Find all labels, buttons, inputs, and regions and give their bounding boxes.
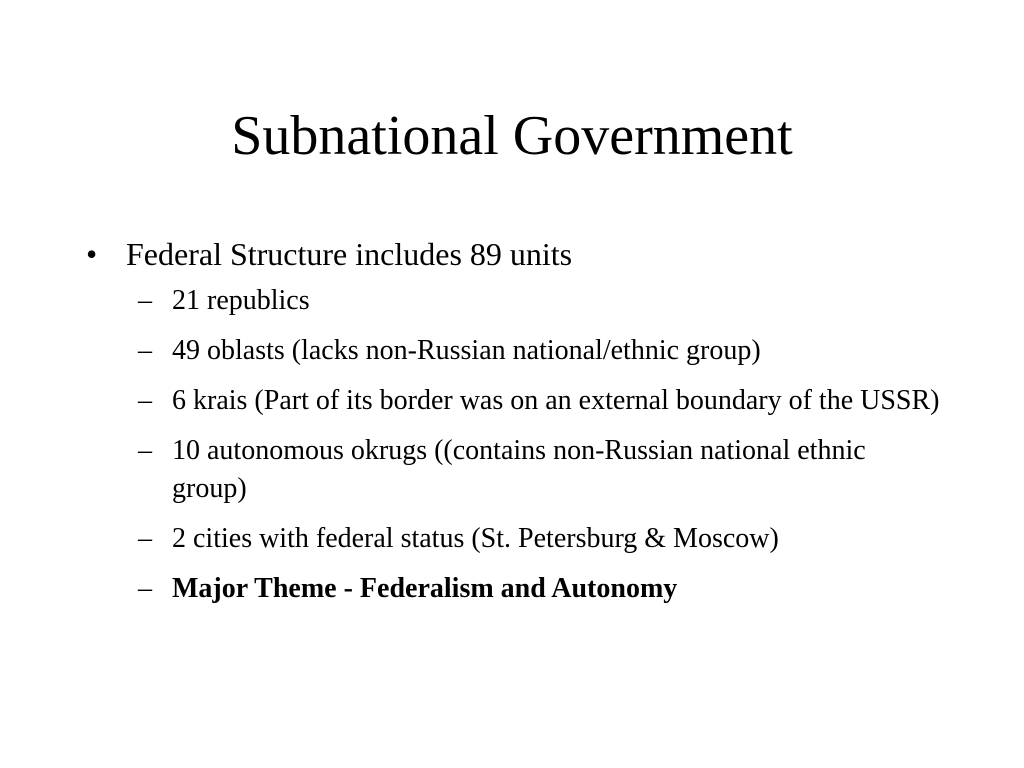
dash-marker: – (138, 435, 152, 466)
sub-item-major-theme (126, 570, 946, 608)
dash-marker: – (138, 523, 152, 554)
sub-item-okrugs (126, 432, 946, 508)
sub-item-text: 10 autonomous okrugs ((contains non-Russian national ethnic group) (172, 435, 866, 504)
bullet-list (86, 232, 946, 620)
slide-title: Subnational Government (231, 105, 793, 167)
dash-marker: – (138, 385, 152, 416)
dash-marker: – (138, 285, 152, 316)
sub-item-republics (126, 282, 946, 320)
sub-item-text: 49 oblasts (lacks non-Russian national/ethnic group) (172, 335, 761, 366)
bullet-item (86, 232, 946, 608)
sub-item-oblasts (126, 332, 946, 370)
sub-item-krais (126, 382, 946, 420)
bullet-marker: • (86, 236, 98, 272)
sub-item-text: 6 krais (Part of its border was on an external boundary of the USSR) (172, 385, 940, 416)
sub-item-text: 21 republics (172, 285, 310, 316)
sub-list (126, 282, 946, 608)
dash-marker: – (138, 573, 152, 604)
dash-marker: – (138, 335, 152, 366)
sub-item-text: 2 cities with federal status (St. Petersburg & Moscow) (172, 523, 779, 554)
major-theme-text: Major Theme - Federalism and Autonomy (172, 573, 678, 604)
bullet-text: Federal Structure includes 89 units (126, 236, 573, 272)
sub-item-federal-cities (126, 520, 946, 558)
